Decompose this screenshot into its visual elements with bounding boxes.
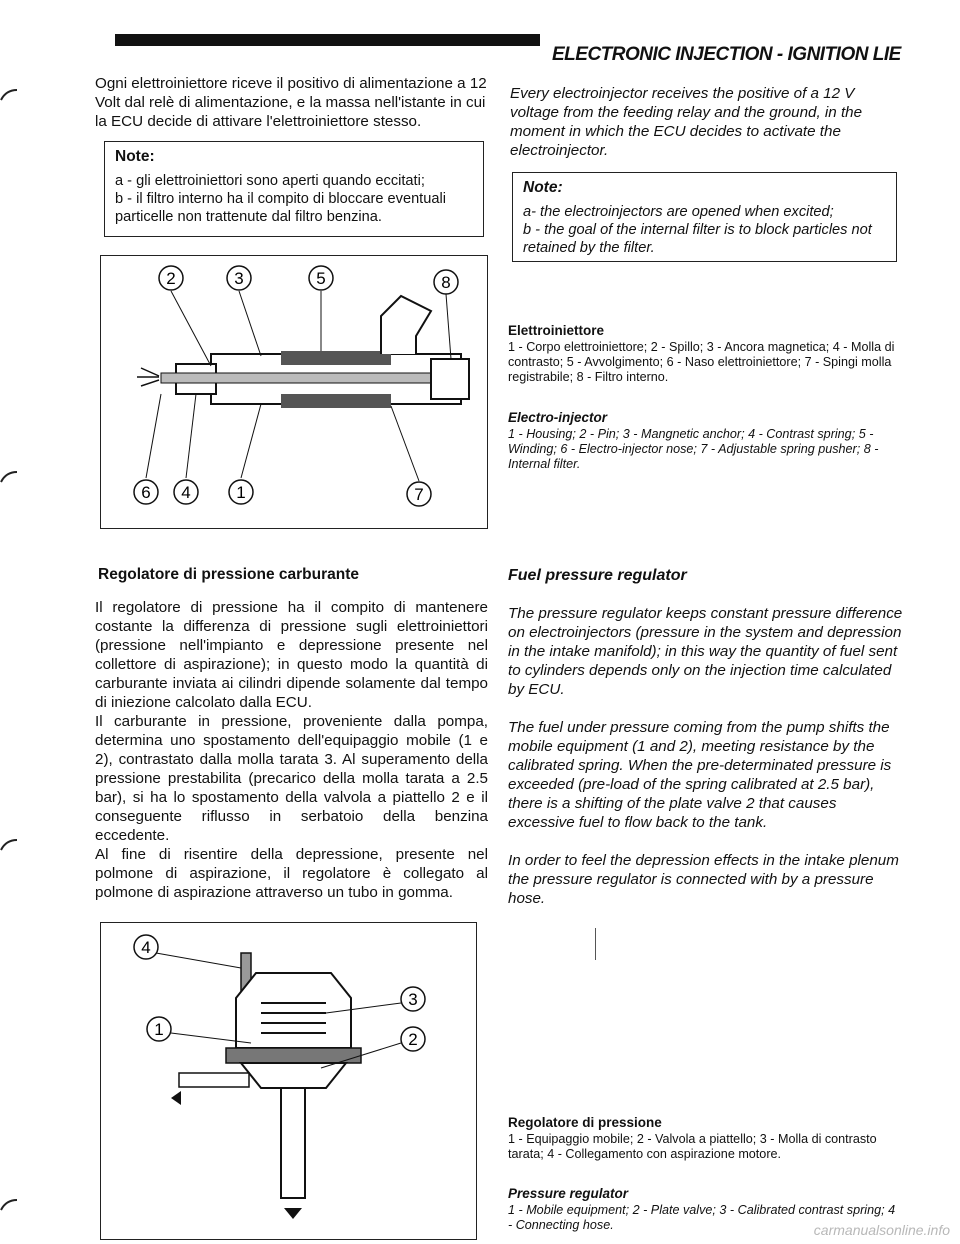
diaphragm [226, 1048, 361, 1063]
svg-text:1: 1 [236, 483, 246, 502]
caption-injector-it [508, 323, 900, 385]
regulator-p3-it: Al fine di risentire della depressione, presente nel polmone di aspirazione, il regolatore è collegato al polmone di aspirazione attraverso un tubo in gomma. [95, 846, 488, 901]
caption-injector-it-title: Elettroiniettore [508, 323, 605, 338]
leader-4 [186, 394, 196, 478]
regulator-heading-en: Fuel pressure regulator [508, 567, 687, 584]
caption-regulator-it-title: Regolatore di pressione [508, 1115, 662, 1130]
binding-mark [0, 1198, 18, 1212]
filter-end [431, 359, 469, 399]
svg-text:6: 6 [141, 483, 151, 502]
leader-r4 [156, 953, 241, 968]
leader-3 [239, 291, 261, 356]
binding-mark [0, 88, 18, 102]
callout-r2 [401, 1027, 425, 1051]
callout-3 [227, 266, 251, 290]
callout-2 [159, 266, 183, 290]
injector-diagram [101, 256, 487, 528]
svg-text:2: 2 [408, 1030, 418, 1049]
svg-text:1: 1 [154, 1020, 164, 1039]
note-title-en: Note: [523, 179, 563, 196]
note-box-it [104, 141, 484, 237]
caption-injector-en-text: 1 - Housing; 2 - Pin; 3 - Mangnetic anchor; 4 - Contrast spring; 5 - Winding; 6 - Electro-injector nose; 7 - Adjustable spring pusher; 8 - Internal filter. [508, 427, 879, 471]
caption-regulator-it [508, 1115, 900, 1162]
binding-mark [0, 470, 18, 484]
return-arrow [284, 1208, 302, 1219]
callout-8 [434, 270, 458, 294]
regulator-figure [100, 922, 477, 1240]
return-tube [281, 1088, 305, 1198]
winding-top [281, 351, 391, 365]
regulator-p1-it: Il regolatore di pressione ha il compito di mantenere costante la differenza di pressione sugli elettroiniettori (pressione nell'impianto e depressione presente nel collettore di aspirazione); in questo modo la quantità di carburante inviata ai cilindri dipende solamente dal tempo di iniezione calcolato dalla ECU. [95, 599, 488, 711]
regulator-p2-en: The fuel under pressure coming from the pump shifts the mobile equipment (1 and 2), meeting resistance by the calibrated spring. When the pre-determinated pressure is exceeded (pre-load of the spring calibrated at 2.5 bar), there is a shifting of the plate valve 2 that causes excessive fuel to flow back to the tank. [508, 719, 892, 831]
inlet-arrow [171, 1091, 181, 1105]
callout-1 [229, 480, 253, 504]
page-header-title: ELECTRONIC INJECTION - IGNITION LIE [552, 44, 901, 65]
leader-6 [146, 394, 161, 478]
upper-chamber [236, 973, 351, 1048]
callout-r1 [147, 1017, 171, 1041]
caption-injector-it-text: 1 - Corpo elettroiniettore; 2 - Spillo; 3 - Ancora magnetica; 4 - Molla di contrasto; 5 - Avvolgimento; 6 - Naso elettroiniettore; 7 - Spingi molla registrabile; 8 - Filtro interno. [508, 340, 895, 384]
note-item-b-it: b - il filtro interno ha il compito di bloccare eventuali particelle non trattenute dal filtro benzina. [115, 191, 446, 225]
regulator-p1-en: The pressure regulator keeps constant pressure difference on electroinjectors (pressure in the system and depression in the intake manifold); in this way the quantity of fuel sent to cylinders depends only on the injection time calculated by ECU. [508, 605, 903, 698]
svg-text:2: 2 [166, 269, 176, 288]
needle-pin [161, 373, 461, 383]
winding-bottom [281, 394, 391, 408]
regulator-p3-en: In order to feel the depression effects in the intake plenum the pressure regulator is connected with by a pressure hose. [508, 852, 899, 907]
note-item-b-en: b - the goal of the internal filter is to block particles not retained by the filter. [523, 222, 872, 256]
regulator-p2-it: Il carburante in pressione, proveniente dalla pompa, determina uno spostamento dell'equipaggio mobile (1 e 2), contrastato dalla molla tarata 3. Al superamento della pressione prestabilita (precarico della molla tarata a 2.5 bar), si ha lo spostamento della valvola a piattello 2 e il conseguente riflusso in serbatoio della benzina eccedente. [95, 713, 488, 844]
regulator-text-en [508, 604, 903, 908]
callout-7 [407, 482, 431, 506]
callout-5 [309, 266, 333, 290]
caption-regulator-en-text: 1 - Mobile equipment; 2 - Plate valve; 3 - Calibrated contrast spring; 4 - Connecting hose. [508, 1203, 896, 1232]
leader-1 [241, 404, 261, 478]
svg-text:4: 4 [181, 483, 191, 502]
callout-r4 [134, 935, 158, 959]
regulator-diagram [101, 923, 476, 1239]
header-bar [115, 34, 540, 46]
leader-8 [446, 294, 451, 359]
spray-lines [137, 368, 159, 386]
watermark: carmanualsonline.info [813, 1222, 950, 1238]
binding-mark [0, 838, 18, 852]
stray-line [595, 928, 596, 960]
caption-regulator-en-title: Pressure regulator [508, 1186, 629, 1201]
svg-text:3: 3 [234, 269, 244, 288]
callout-r3 [401, 987, 425, 1011]
callout-4 [174, 480, 198, 504]
note-box-en [512, 172, 897, 262]
svg-text:7: 7 [414, 485, 424, 504]
intro-it: Ogni elettroiniettore riceve il positivo di alimentazione a 12 Volt dal relè di alimentazione, e la massa nell'istante in cui la ECU decide di attivare l'elettroiniettore stesso. [95, 75, 487, 130]
svg-text:4: 4 [141, 938, 151, 957]
svg-text:5: 5 [316, 269, 326, 288]
note-item-a-en: a- the electroinjectors are opened when excited; [523, 204, 834, 220]
connector [381, 296, 431, 354]
regulator-text-it [95, 598, 488, 902]
intro-en: Every electroinjector receives the positive of a 12 V voltage from the feeding relay and the ground, in the moment in which the ECU decides to activate the electroinjector. [510, 85, 863, 159]
regulator-heading-it: Regolatore di pressione carburante [98, 566, 359, 583]
caption-regulator-it-text: 1 - Equipaggio mobile; 2 - Valvola a piattello; 3 - Molla di contrasto tarata; 4 - Collegamento con aspirazione motore. [508, 1132, 877, 1161]
lower-chamber [241, 1063, 346, 1088]
leader-2 [171, 291, 211, 366]
injector-figure [100, 255, 488, 529]
callout-6 [134, 480, 158, 504]
note-title-it: Note: [115, 148, 155, 165]
inlet-tube [179, 1073, 249, 1087]
svg-text:3: 3 [408, 990, 418, 1009]
svg-text:8: 8 [441, 273, 451, 292]
leader-7 [391, 406, 419, 481]
caption-injector-en-title: Electro-injector [508, 410, 608, 425]
note-item-a-it: a - gli elettroiniettori sono aperti quando eccitati; [115, 173, 425, 189]
caption-injector-en [508, 410, 900, 472]
